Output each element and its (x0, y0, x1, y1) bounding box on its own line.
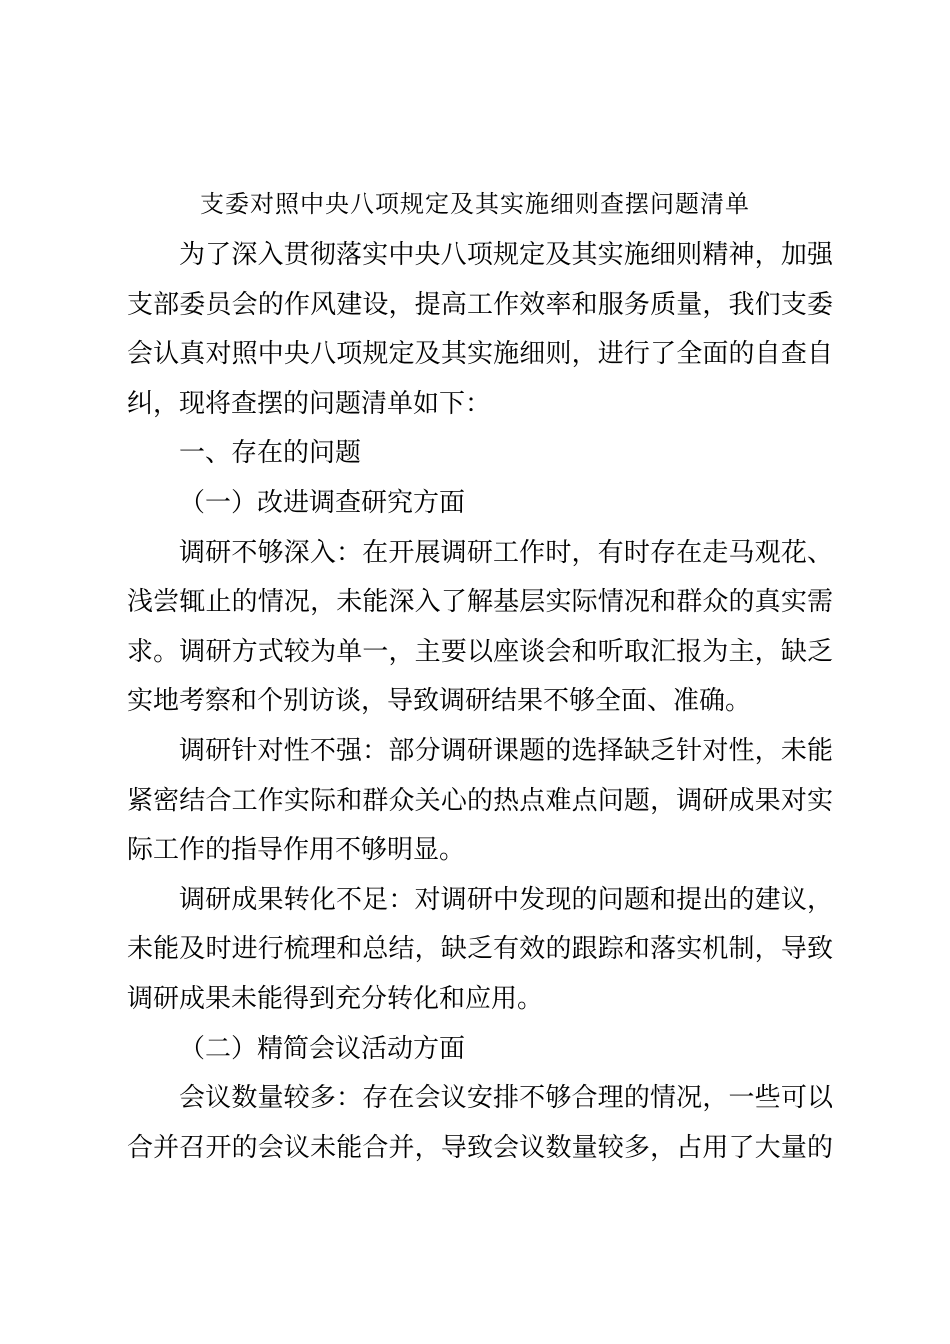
text-line: 未能及时进行梳理和总结，缺乏有效的跟踪和落实机制，导致 (127, 934, 833, 965)
text-line: 纠，现将查摆的问题清单如下： (127, 388, 492, 419)
text-line: 实地考察和个别访谈，导致调研结果不够全面、准确。 (127, 686, 752, 717)
text-line: 合并召开的会议未能合并，导致会议数量较多，占用了大量的 (127, 1132, 833, 1163)
text-line: 求。调研方式较为单一，主要以座谈会和听取汇报为主，缺乏 (127, 636, 833, 667)
research-results-paragraph (127, 876, 833, 1025)
intro-paragraph (127, 231, 833, 429)
text-line: 调研针对性不强：部分调研课题的选择缺乏针对性，未能 (179, 735, 833, 766)
subsection-heading: （一）改进调查研究方面 (179, 487, 466, 518)
text-line: 支部委员会的作风建设，提高工作效率和服务质量，我们支委 (127, 289, 833, 320)
section-heading: 一、存在的问题 (179, 438, 362, 469)
document-title: 支委对照中央八项规定及其实施细则查摆问题清单 (200, 190, 750, 218)
research-focus-paragraph (127, 727, 833, 876)
meeting-count-paragraph (127, 1074, 833, 1173)
text-line: 浅尝辄止的情况，未能深入了解基层实际情况和群众的真实需 (127, 587, 833, 618)
text-line: 会议数量较多：存在会议安排不够合理的情况，一些可以 (179, 1083, 833, 1114)
text-line: 际工作的指导作用不够明显。 (127, 835, 466, 866)
subsection-heading: （二）精简会议活动方面 (179, 1033, 466, 1064)
text-line: 会认真对照中央八项规定及其实施细则，进行了全面的自查自 (127, 339, 833, 370)
text-line: 调研成果转化不足：对调研中发现的问题和提出的建议， (179, 884, 833, 915)
text-line: 调研不够深入：在开展调研工作时，有时存在走马观花、 (179, 537, 833, 568)
document-body (127, 231, 833, 1173)
text-line: 调研成果未能得到充分转化和应用。 (127, 983, 544, 1014)
research-depth-paragraph (127, 529, 833, 727)
text-line: 为了深入贯彻落实中央八项规定及其实施细则精神，加强 (179, 240, 833, 270)
text-line: 紧密结合工作实际和群众关心的热点难点问题，调研成果对实 (127, 785, 833, 816)
